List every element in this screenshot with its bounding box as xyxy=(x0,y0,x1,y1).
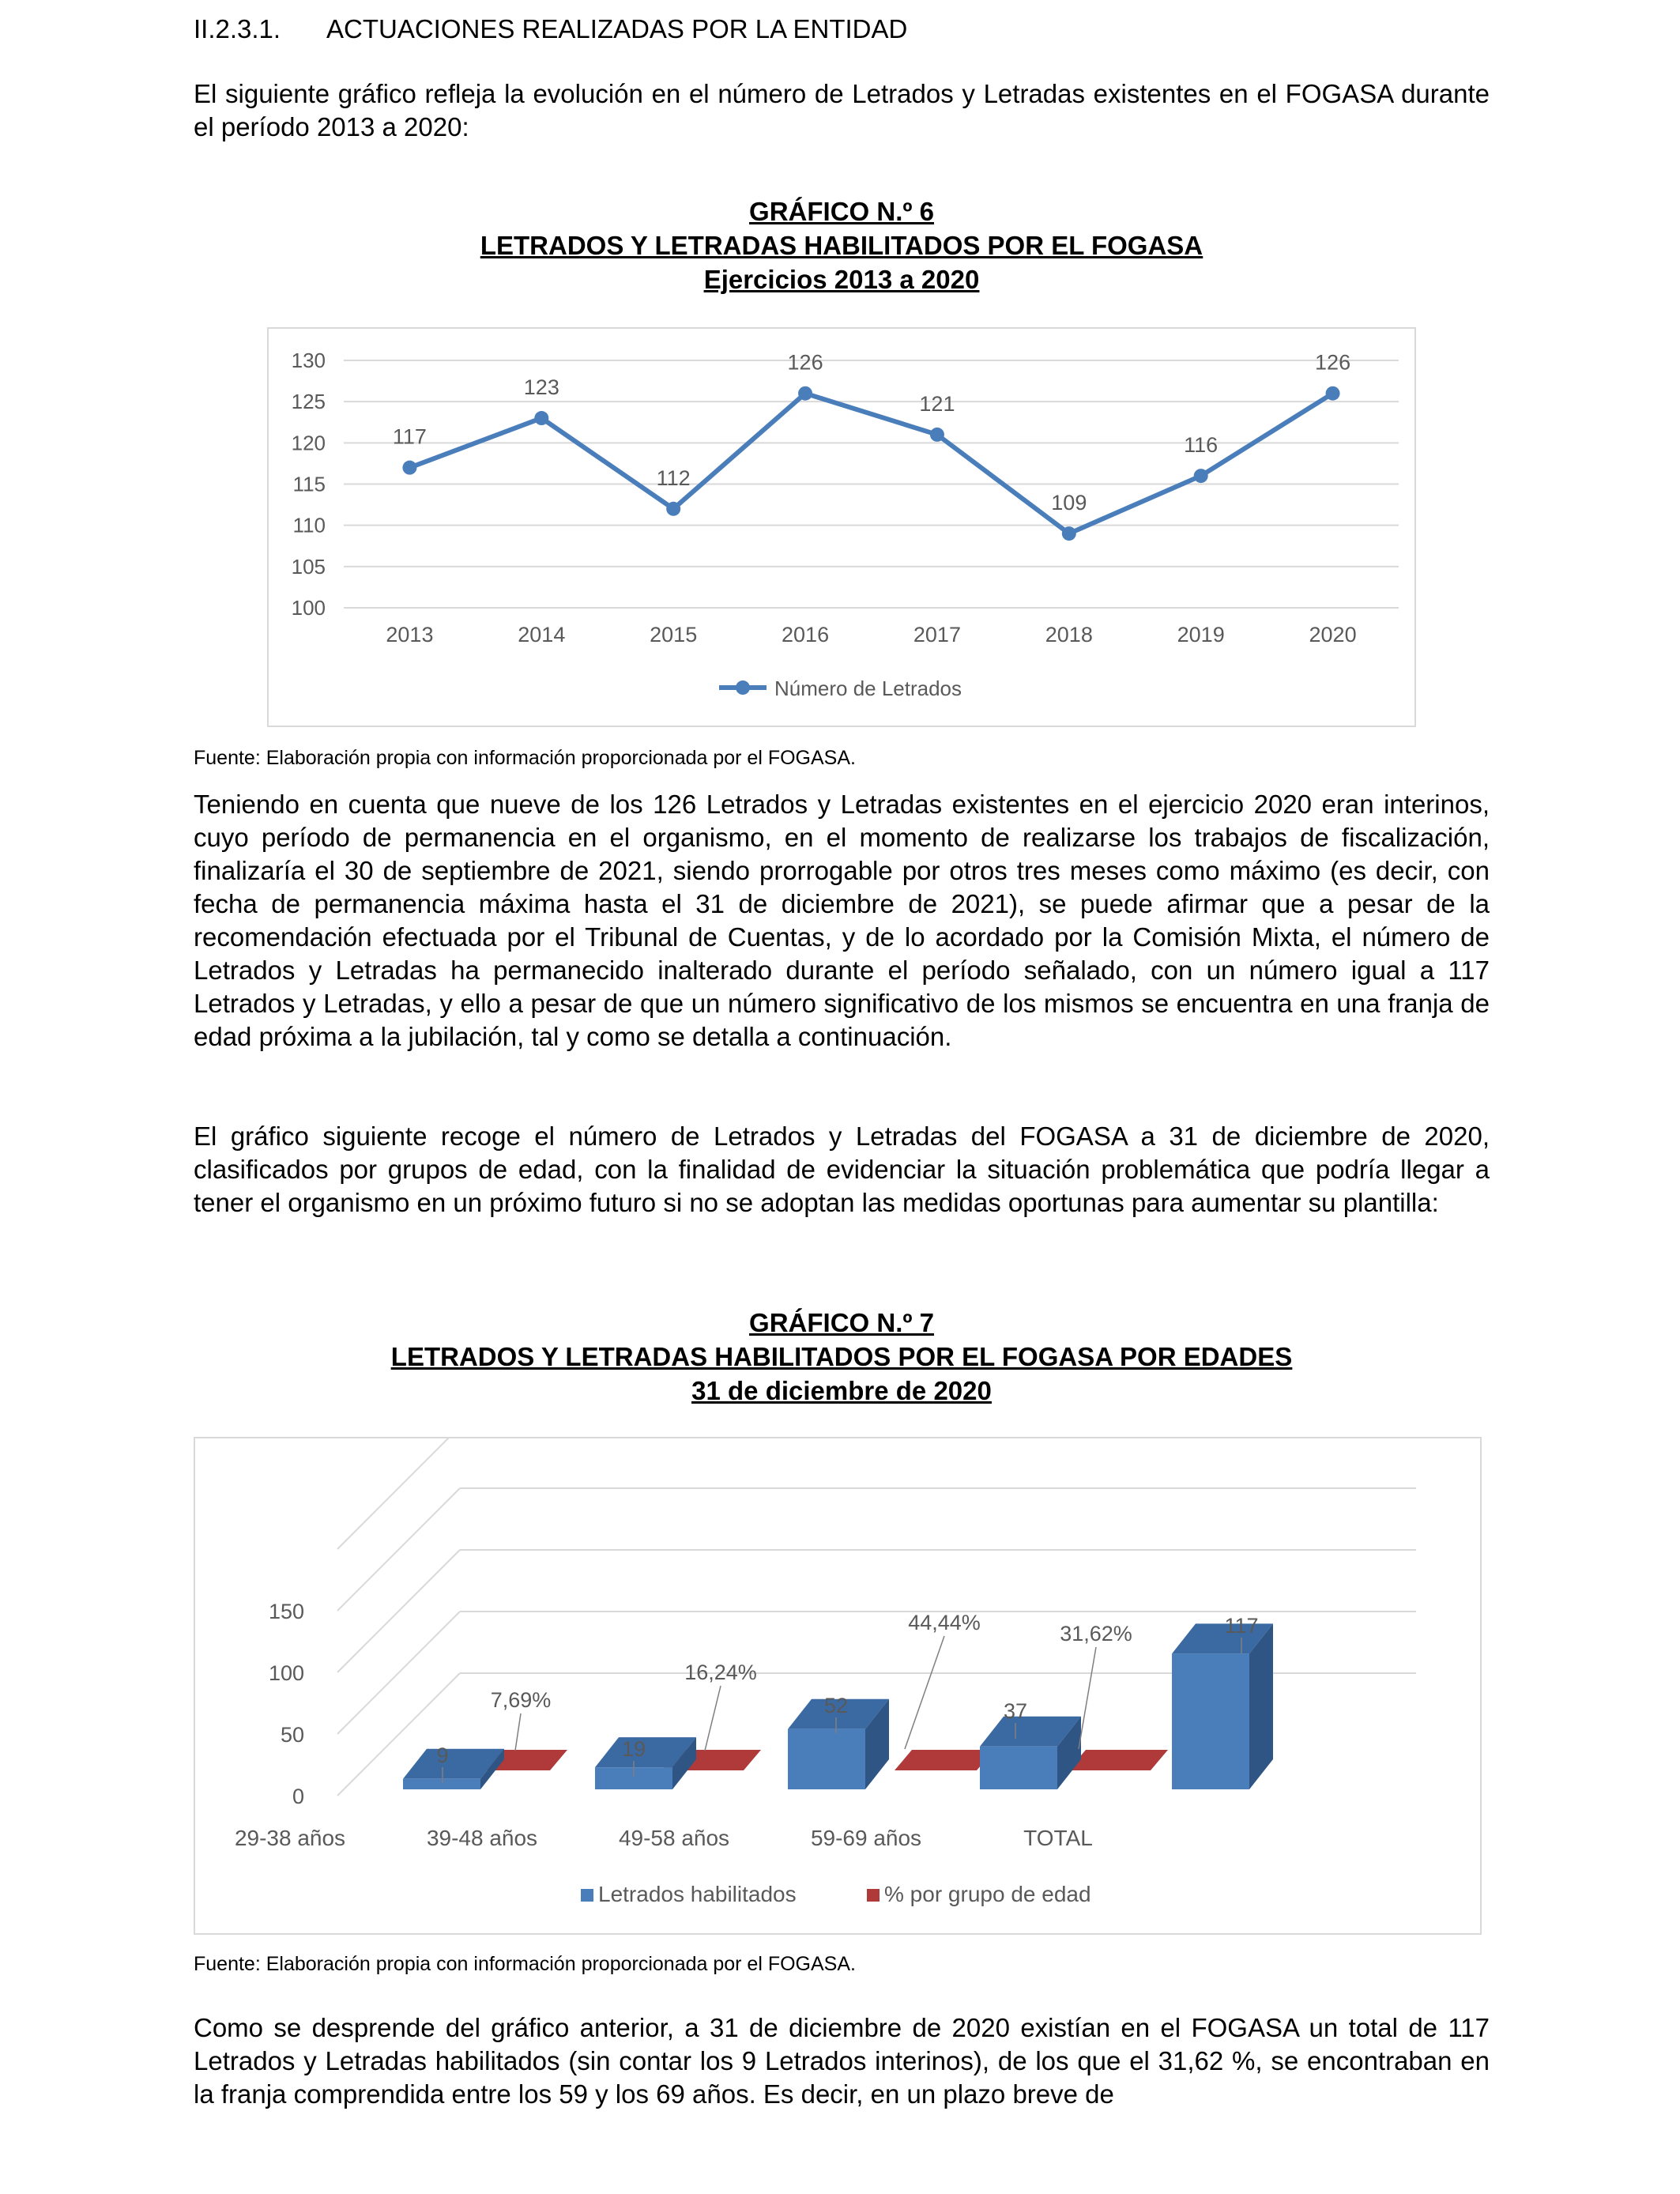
chart1-y-tick-label: 130 xyxy=(291,349,326,372)
chart1-legend-marker xyxy=(736,680,750,695)
chart2-y-tick-label: 50 xyxy=(280,1723,304,1747)
chart1-y-tick-label: 120 xyxy=(291,431,326,455)
chart1-gridlines xyxy=(344,360,1399,608)
chart1-data-label: 126 xyxy=(1315,350,1351,375)
chart1-point xyxy=(402,461,416,475)
chart1-x-tick-label: 2013 xyxy=(386,623,434,647)
chart1-data-label: 121 xyxy=(919,391,955,416)
chart1-x-tick-label: 2015 xyxy=(650,623,698,647)
section-heading xyxy=(194,14,907,44)
chart2-count-label: 9 xyxy=(436,1744,449,1767)
chart1-point xyxy=(1326,386,1340,401)
chart2-legend-swatch-count xyxy=(581,1889,593,1902)
chart1-source: Fuente: Elaboración propia con información proporcionada por el FOGASA. xyxy=(194,747,856,769)
chart2-pct-leader xyxy=(515,1713,521,1751)
chart1-x-tick-label: 2014 xyxy=(518,623,566,647)
chart2-side-gridline xyxy=(337,1550,460,1672)
chart2-count-label: 19 xyxy=(621,1737,646,1761)
chart2-y-tick-label: 150 xyxy=(268,1600,304,1623)
chart1-point xyxy=(534,411,548,425)
chart2-heading xyxy=(194,1306,1490,1408)
chart1-legend xyxy=(719,677,962,700)
chart1-y-tick-label: 100 xyxy=(291,596,326,620)
chart1-point xyxy=(798,386,812,401)
chart1-data-labels xyxy=(393,351,1350,515)
paragraph-3: El gráfico siguiente recoge el número de Letrados y Letradas del FOGASA a 31 de diciembre de 2020, clasificados por grupos de edad, con la finalidad de evidenciar la situación problemática que podría llegar a tener el organismo en un próximo futuro si no se adoptan las medidas oportunas para aumentar su plantilla: xyxy=(194,1122,1490,1217)
chart2-container xyxy=(194,1437,1482,1935)
chart2-legend-label-pct: % por grupo de edad xyxy=(884,1882,1091,1906)
chart2-heading-line2: LETRADOS Y LETRADAS HABILITADOS POR EL FOGASA POR EDADES xyxy=(390,1342,1293,1371)
chart2-side-gridline xyxy=(337,1488,460,1611)
chart1-x-tick-label: 2018 xyxy=(1045,623,1093,647)
chart2-source: Fuente: Elaboración propia con información proporcionada por el FOGASA. xyxy=(194,1953,856,1975)
chart2-side-gridline xyxy=(337,1612,460,1734)
section-title: ACTUACIONES REALIZADAS POR LA ENTIDAD xyxy=(326,14,908,43)
chart2-pct-leader xyxy=(905,1636,944,1749)
chart1-data-label: 123 xyxy=(523,375,559,400)
line-chart xyxy=(269,329,1414,726)
chart2-bar xyxy=(1172,1653,1249,1789)
section-number: II.2.3.1. xyxy=(194,14,281,43)
chart2-pct-label: 7,69% xyxy=(490,1688,552,1712)
chart1-heading xyxy=(194,194,1490,296)
chart1-data-label: 117 xyxy=(392,424,427,449)
chart1-points xyxy=(402,386,1339,541)
chart1-y-tick-label: 125 xyxy=(291,390,326,414)
chart2-count-label: 37 xyxy=(1003,1699,1028,1723)
chart1-heading-line2: LETRADOS Y LETRADAS HABILITADOS POR EL FOGASA xyxy=(480,231,1203,260)
chart2-pct-label: 44,44% xyxy=(908,1611,981,1634)
chart1-y-axis xyxy=(292,349,326,620)
chart1-container xyxy=(267,327,1416,727)
chart2-legend-label-count: Letrados habilitados xyxy=(598,1882,797,1906)
chart2-pct-label: 31,62% xyxy=(1060,1622,1132,1646)
chart1-x-tick-label: 2016 xyxy=(782,623,830,647)
chart2-pct-marker xyxy=(1068,1750,1168,1770)
chart2-count-label: 52 xyxy=(823,1694,849,1717)
chart2-bar xyxy=(980,1747,1057,1789)
bar-chart-3d xyxy=(195,1438,1480,1933)
chart2-x-tick-label: 49-58 años xyxy=(618,1826,730,1850)
chart1-data-label: 112 xyxy=(656,466,691,490)
paragraph-4: Como se desprende del gráfico anterior, a 31 de diciembre de 2020 existían en el FOGASA un total de 117 Letrados y Letradas habilitados (sin contar los 9 Letrados interinos), de los que el 31,62 %, se encontraban en la franja comprendida entre los 59 y los 69 años. Es decir, en un plazo breve de xyxy=(194,2013,1490,2109)
chart1-point xyxy=(1062,526,1076,541)
chart1-heading-line1: GRÁFICO N.º 6 xyxy=(749,197,934,226)
chart2-x-axis xyxy=(235,1826,1093,1850)
chart1-y-tick-label: 115 xyxy=(292,472,326,496)
chart1-y-tick-label: 110 xyxy=(292,513,326,537)
chart2-heading-line3: 31 de diciembre de 2020 xyxy=(691,1376,992,1405)
chart2-count-label: 117 xyxy=(1224,1614,1259,1638)
chart1-point xyxy=(666,502,680,516)
chart2-bar xyxy=(403,1779,480,1789)
chart2-y-tick-label: 100 xyxy=(268,1661,304,1685)
chart2-x-tick-label: 59-69 años xyxy=(810,1826,922,1850)
chart2-x-tick-label: 39-48 años xyxy=(426,1826,538,1850)
chart1-data-label: 116 xyxy=(1184,433,1219,458)
chart1-x-tick-label: 2019 xyxy=(1177,623,1225,647)
chart2-side-gridline xyxy=(337,1438,460,1549)
chart2-legend xyxy=(581,1882,1091,1906)
chart2-pct-leader xyxy=(1079,1647,1096,1749)
chart2-y-tick-label: 0 xyxy=(292,1785,304,1808)
chart1-x-tick-label: 2020 xyxy=(1309,623,1357,647)
chart1-data-label: 126 xyxy=(787,350,823,375)
chart2-x-tick-label: 29-38 años xyxy=(234,1826,346,1850)
chart2-y-axis xyxy=(269,1600,304,1808)
chart2-bar xyxy=(788,1729,865,1789)
chart1-point xyxy=(930,428,944,442)
chart1-heading-line3: Ejercicios 2013 a 2020 xyxy=(703,265,980,294)
paragraph-2: Teniendo en cuenta que nueve de los 126 Letrados y Letradas existentes en el ejercicio 2020 eran interinos, cuyo período de permanencia en el organismo, en el momento de realizarse los trabajos de fiscalización, finalizaría el 30 de septiembre de 2021, siendo prorrogable por otros tres meses como máximo (es decir, con fecha de permanencia máxima hasta el 31 de diciembre de 2021), se puede afirmar que a pesar de la recomendación efectuada por el Tribunal de Cuentas, y de lo acordado por la Comisión Mixta, el número de Letrados y Letradas ha permanecido inalterado durante el período señalado, con un número igual a 117 Letrados y Letradas, y ello a pesar de que un número significativo de los mismos se encuentra en una franja de edad próxima a la jubilación, tal y como se detalla a continuación. xyxy=(194,790,1490,1051)
chart1-y-tick-label: 105 xyxy=(291,554,326,579)
chart1-x-axis xyxy=(386,623,1356,647)
chart2-pct-label: 16,24% xyxy=(684,1661,757,1684)
chart1-data-label: 109 xyxy=(1051,491,1087,515)
chart1-series-line xyxy=(409,391,1332,533)
chart1-point xyxy=(1194,469,1208,483)
chart2-legend-swatch-pct xyxy=(867,1889,880,1902)
chart2-pct-marker xyxy=(895,1750,994,1770)
chart2-heading-line1: GRÁFICO N.º 7 xyxy=(749,1308,934,1337)
chart1-legend-label: Número de Letrados xyxy=(774,677,962,700)
chart2-x-tick-label: TOTAL xyxy=(1023,1826,1093,1850)
intro-paragraph: El siguiente gráfico refleja la evolución en el número de Letrados y Letradas existentes en el FOGASA durante el período 2013 a 2020: xyxy=(194,79,1490,141)
chart1-x-tick-label: 2017 xyxy=(913,623,961,647)
chart2-pct-leader xyxy=(705,1686,721,1751)
